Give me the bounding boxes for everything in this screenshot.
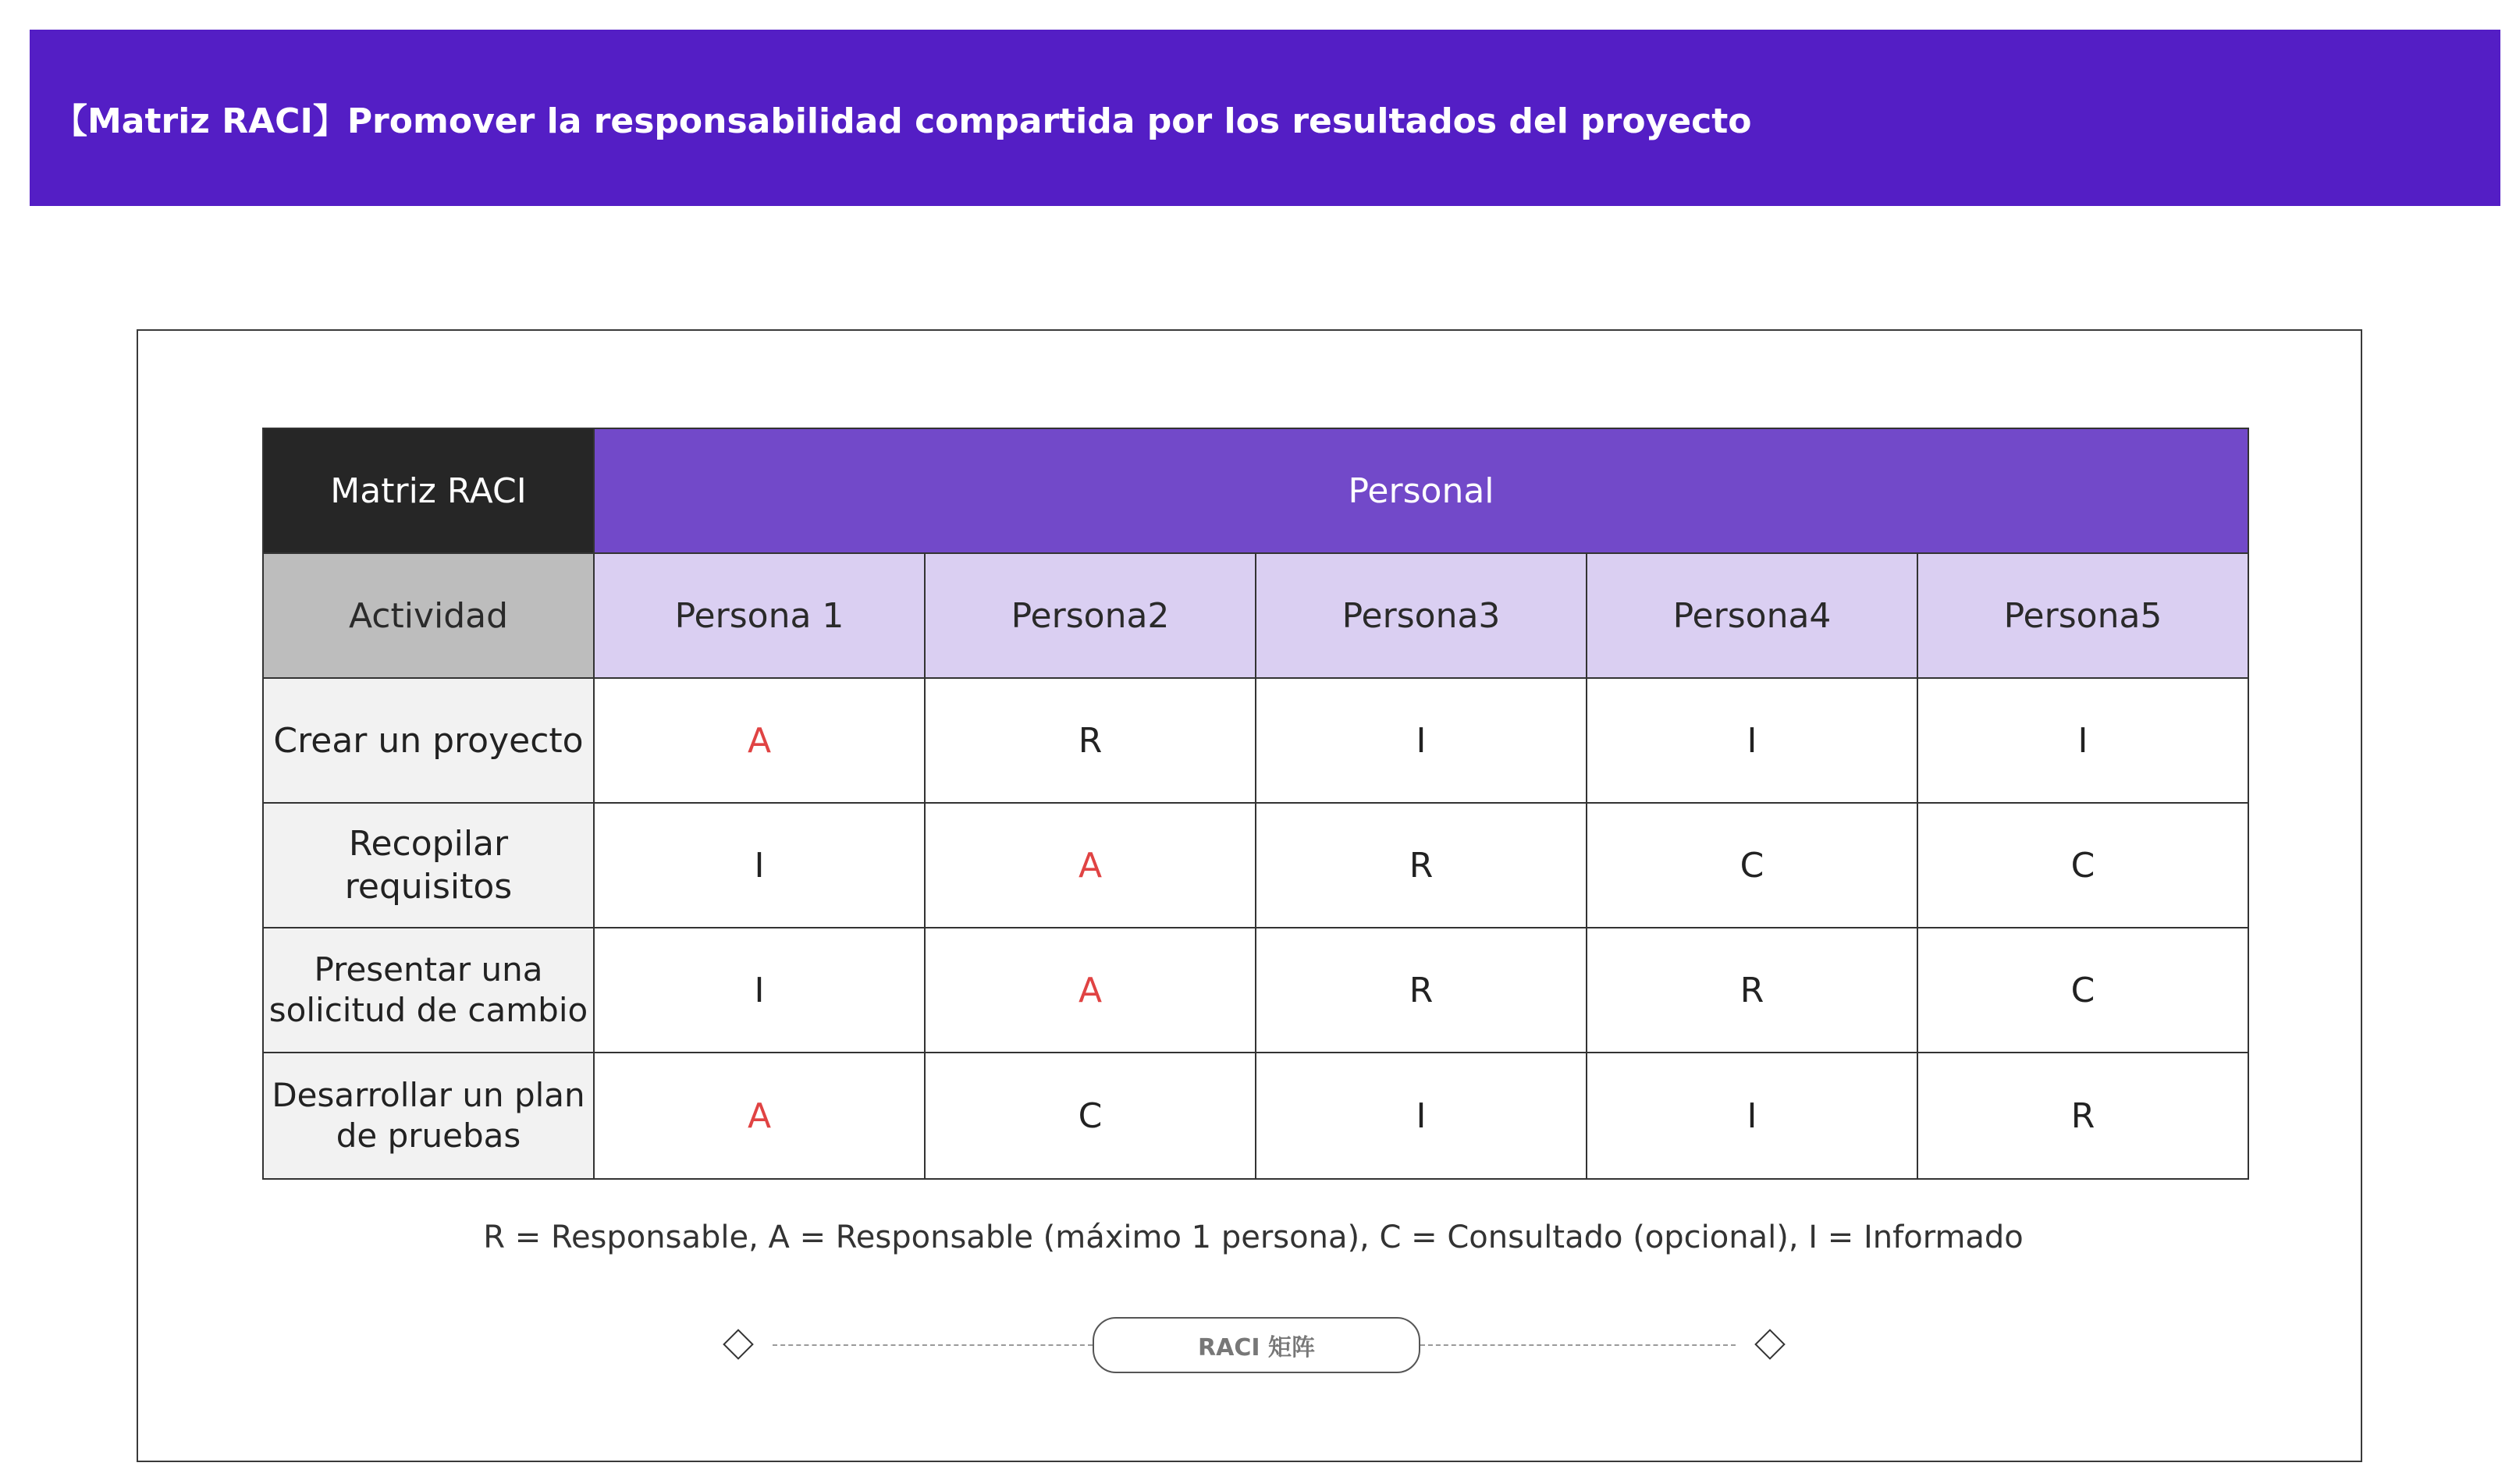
raci-cell: C [1918,804,2249,928]
raci-cell: A [926,804,1256,928]
raci-cell: I [1918,679,2249,804]
corner-header: Matriz RACI [262,428,595,554]
raci-cell: I [595,928,926,1053]
activity-cell: Crear un proyecto [262,679,595,804]
raci-cell: R [1587,928,1918,1053]
activity-cell: Desarrollar un plan de pruebas [262,1053,595,1180]
raci-cell: A [926,928,1256,1053]
raci-cell: R [1918,1053,2249,1180]
page-banner [30,30,2500,206]
footer-label-pill: RACI 矩阵 [1093,1317,1420,1373]
raci-cell: I [1256,679,1587,804]
raci-cell: A [595,1053,926,1180]
raci-cell: R [1256,804,1587,928]
person-header: Persona2 [926,554,1256,679]
person-header: Persona3 [1256,554,1587,679]
personal-group-header: Personal [595,428,2249,554]
raci-cell: I [595,804,926,928]
activity-cell: Recopilar requisitos [262,804,595,928]
raci-cell: I [1587,679,1918,804]
raci-cell: I [1587,1053,1918,1180]
person-header: Persona5 [1918,554,2249,679]
raci-cell: C [926,1053,1256,1180]
raci-cell: I [1256,1053,1587,1180]
raci-cell: C [1918,928,2249,1053]
raci-cell: A [595,679,926,804]
left-dashed-connector [773,1344,1093,1346]
page-title: 【Matriz RACI】Promover la responsabilidad compartida por los resultados del proyecto [53,101,1752,141]
person-header: Persona4 [1587,554,1918,679]
raci-cell: R [1256,928,1587,1053]
activity-header: Actividad [262,554,595,679]
right-dashed-connector [1420,1344,1736,1346]
activity-cell: Presentar una solicitud de cambio [262,928,595,1053]
person-header: Persona 1 [595,554,926,679]
raci-legend: R = Responsable, A = Responsable (máximo 1 persona), C = Consultado (opcional), I = Informado [483,1220,2024,1255]
raci-cell: C [1587,804,1918,928]
raci-cell: R [926,679,1256,804]
